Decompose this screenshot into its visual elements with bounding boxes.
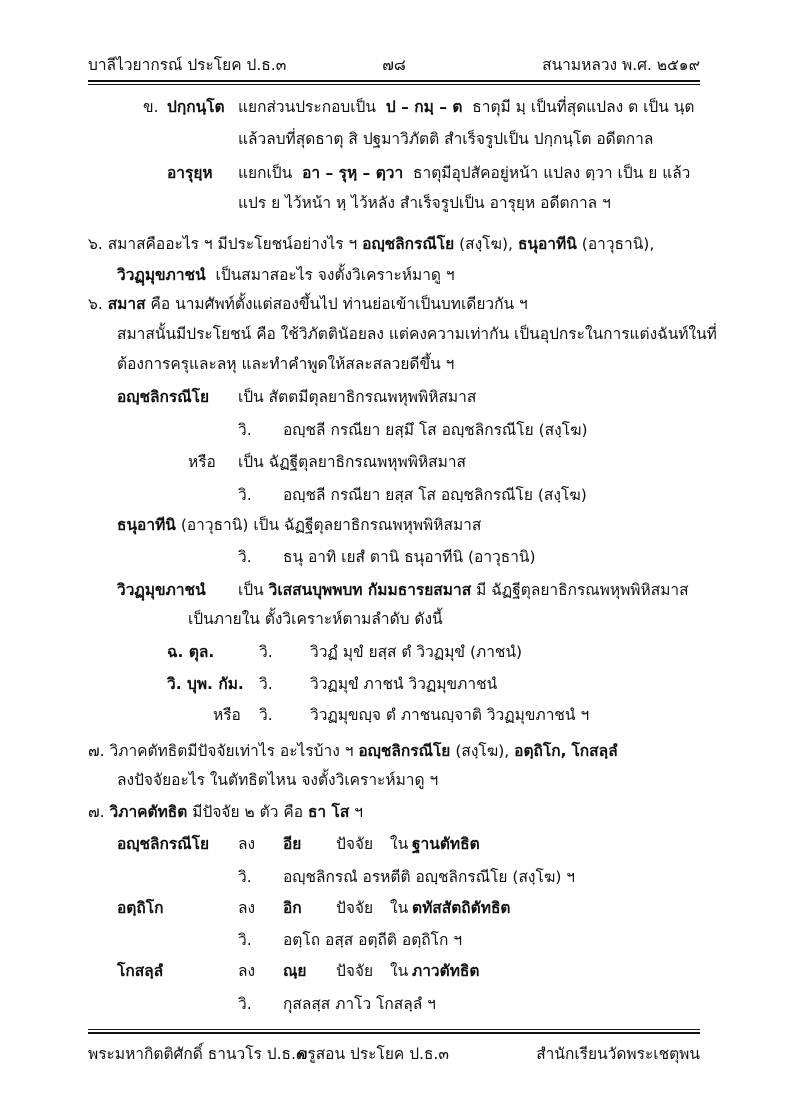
a6-e3-row-2-label: วิ. บุพ. กัม. (167, 675, 244, 693)
question-7-line-2: ลงปัจจัยอะไร ในตัทธิตไหน จงตั้งวิเคราะห์มาดู ฯ (117, 771, 439, 789)
a7-row-1-long: ลง (238, 835, 256, 853)
question-6-line-2: วิวฏฺมุขภาชนํ เป็นสมาสอะไร จงตั้งวิเคราะห์มาดู ฯ (117, 266, 455, 284)
a7-row-3-pj: ปัจจัย (336, 962, 374, 980)
a7-row-3-suffix: ณฺย (283, 962, 307, 980)
a7-row-3-vi: วิ. (238, 995, 252, 1013)
a7-row-2-word: อตฺถิโก (117, 899, 164, 917)
footer-rule-thick (88, 1032, 700, 1034)
a6-example-1-vi2-text: อญฺชลี กรณียา ยสฺส โส อญฺชลิกรณีโย (สงฺโฆ) (283, 486, 587, 504)
header-right: สนามหลวง พ.ศ. ๒๕๑๙ (542, 56, 700, 74)
a6-e3-row-1-label: ฉ. ตุล. (167, 643, 215, 661)
a7-row-2-long: ลง (238, 899, 256, 917)
kha-w2-line-1: แยกเป็น อา – รุหฺ – ตฺวา ธาตุมีอุปสัคอยู่หน้า แปลง ตฺวา เป็น ย แล้ว (238, 164, 691, 182)
kha-word-2: อารุยฺห (167, 164, 213, 182)
a7-row-3-long: ลง (238, 962, 256, 980)
a7-row-2-kind: ตทัสสัตถิตัทธิต (412, 899, 511, 917)
a6-example-2-line: ธนุอาทีนิ (อาวุธานิ) เป็น ฉัฏฐีตุลยาธิกรณพหุพพิหิสมาส (117, 516, 482, 534)
footer-center: ครูสอน ประโยค ป.ธ.๓ (297, 1045, 449, 1063)
a6-example-3-line-2: เป็นภายใน ตั้งวิเคราะห์ตามลำดับ ดังนี้ (188, 610, 443, 628)
kha-w1-line-2: แล้วลบที่สุดธาตุ สิ ปฐมาวิภัตติ สำเร็จรูปเป็น ปกฺกนฺโต อดีตกาล (238, 130, 654, 148)
answer-6-line-2: สมาสนั้นมีประโยชน์ คือ ใช้วิภัตตินัอยลง แต่คงความเท่ากัน เป็นอุปกระในการแต่งฉันท์ในที่ (117, 325, 717, 343)
a6-e3-row-3-vi: วิ. (259, 706, 273, 724)
answer-7-line-1: ๗. วิภาคตัทธิต มีปัจจัย ๒ ตัว คือ ธา โส ฯ (88, 803, 363, 821)
a7-row-2-vi: วิ. (238, 931, 252, 949)
a6-example-3-desc: เป็น วิเสสนบุพพบท กัมมธารยสมาส มี ฉัฏฐีตุลยาธิกรณพหุพพิหิสมาส (238, 581, 689, 599)
a6-e3-row-2-text: วิวฏมุขํ ภาชนํ วิวฏมุขภาชนํ (310, 675, 498, 693)
footer-left: พระมหากิตติศักดิ์ ธานวโร ป.ธ.๗ (88, 1045, 308, 1063)
question-6-line-1: ๖. สมาสคืออะไร ฯ มีประโยชน์อย่างไร ฯ อญฺชลิกรณีโย (สงฺโฆ), ธนุอาทีนิ (อาวุธานิ), (88, 235, 655, 253)
footer-right: สำนักเรียนวัดพระเชตุพน (536, 1045, 700, 1063)
answer-6-line-3: ต้องการครุและลหุ และทำคำพูดให้สละสลวยดีขึ้น ฯ (117, 355, 455, 373)
a7-row-1-suffix: อีย (283, 835, 302, 853)
a6-example-1-vi-label: วิ. (238, 421, 252, 439)
a7-row-1-nai: ใน (390, 835, 409, 853)
kha-marker: ข. (143, 98, 159, 116)
a7-row-2-nai: ใน (390, 899, 409, 917)
a6-e3-row-1-vi: วิ. (259, 643, 273, 661)
header-left: บาลีไวยากรณ์ ประโยค ป.ธ.๓ (88, 56, 287, 74)
a7-row-3-word: โกสลฺลํ (117, 962, 164, 980)
a6-e3-row-3-text: วิวฏมุขญฺจ ตํ ภาชนญฺจาติ วิวฏมุขภาชนํ ฯ (310, 706, 590, 724)
page-header (88, 52, 700, 78)
a6-example-1-or-desc: เป็น ฉัฏฐีตุลยาธิกรณพหุพพิหิสมาส (238, 453, 467, 471)
a6-example-1-word: อญฺชลิกรณีโย (117, 388, 210, 406)
question-7-line-1: ๗. วิภาคตัทธิตมีปัจจัยเท่าไร อะไรบ้าง ฯ อญฺชลิกรณีโย (สงฺโฆ), อตฺถิโก, โกสลฺลํ (88, 742, 618, 760)
a6-example-2-vi-text: ธนุ อาทิ เยสํ ตานิ ธนุอาทีนิ (อาวุธานิ) (283, 548, 536, 566)
page-footer (88, 1041, 700, 1067)
a7-row-1-pj: ปัจจัย (336, 835, 374, 853)
a7-row-3-kind: ภาวตัทธิต (412, 962, 480, 980)
a7-row-2-pj: ปัจจัย (336, 899, 374, 917)
kha-w2-line-2: แปร ย ไว้หน้า หฺ ไว้หลัง สำเร็จรูปเป็น อารุยฺห อดีตกาล ฯ (238, 194, 611, 212)
answer-6-line-1: ๖. สมาส คือ นามศัพท์ตั้งแต่สองขึ้นไป ท่านย่อเข้าเป็นบทเดียวกัน ฯ (88, 295, 528, 313)
a6-example-1-vi2-label: วิ. (238, 486, 252, 504)
a7-row-1-vi: วิ. (238, 868, 252, 886)
header-rule-thick (88, 80, 700, 82)
kha-w1-line-1: แยกส่วนประกอบเป็น ป – กมฺ – ต ธาตุมี มฺ เป็นที่สุดแปลง ต เป็น นฺต (238, 98, 695, 116)
a6-example-3-word: วิวฏฺมุขภาชนํ (117, 581, 206, 599)
a7-row-3-vi-text: กุสลสฺส ภาโว โกสลฺลํ ฯ (283, 995, 436, 1013)
a7-row-3-nai: ใน (390, 962, 409, 980)
a6-e3-row-1-text: วิวฏํ มุขํ ยสฺส ตํ วิวฏมุขํ (ภาชนํ) (310, 643, 523, 661)
a6-e3-row-3-or: หรือ (213, 706, 241, 724)
a6-example-1-desc: เป็น สัตตมีตุลยาธิกรณพหุพพิหิสมาส (238, 388, 477, 406)
a7-row-1-word: อญฺชลิกรณีโย (117, 835, 210, 853)
header-rule-thin (88, 84, 700, 85)
a7-row-2-vi-text: อตฺโถ อสฺส อตฺถีติ อตฺถิโก ฯ (283, 931, 463, 949)
footer-rule-thin (88, 1029, 700, 1030)
a6-example-2-vi-label: วิ. (238, 548, 252, 566)
a6-e3-row-2-vi: วิ. (259, 675, 273, 693)
a7-row-2-suffix: อิก (283, 899, 302, 917)
a6-example-1-or: หรือ (188, 453, 216, 471)
a6-example-1-vi-text: อญฺชลี กรณียา ยสฺมึ โส อญฺชลิกรณีโย (สงฺโฆ) (283, 421, 588, 439)
a7-row-1-vi-text: อญฺชลิกรณํ อรหตีติ อญฺชลิกรณีโย (สงฺโฆ) ฯ (283, 868, 576, 886)
header-page-number: ๗๘ (382, 56, 406, 74)
kha-word-1: ปกฺกนฺโต (167, 98, 225, 116)
a7-row-1-kind: ฐานตัทธิต (412, 835, 480, 853)
